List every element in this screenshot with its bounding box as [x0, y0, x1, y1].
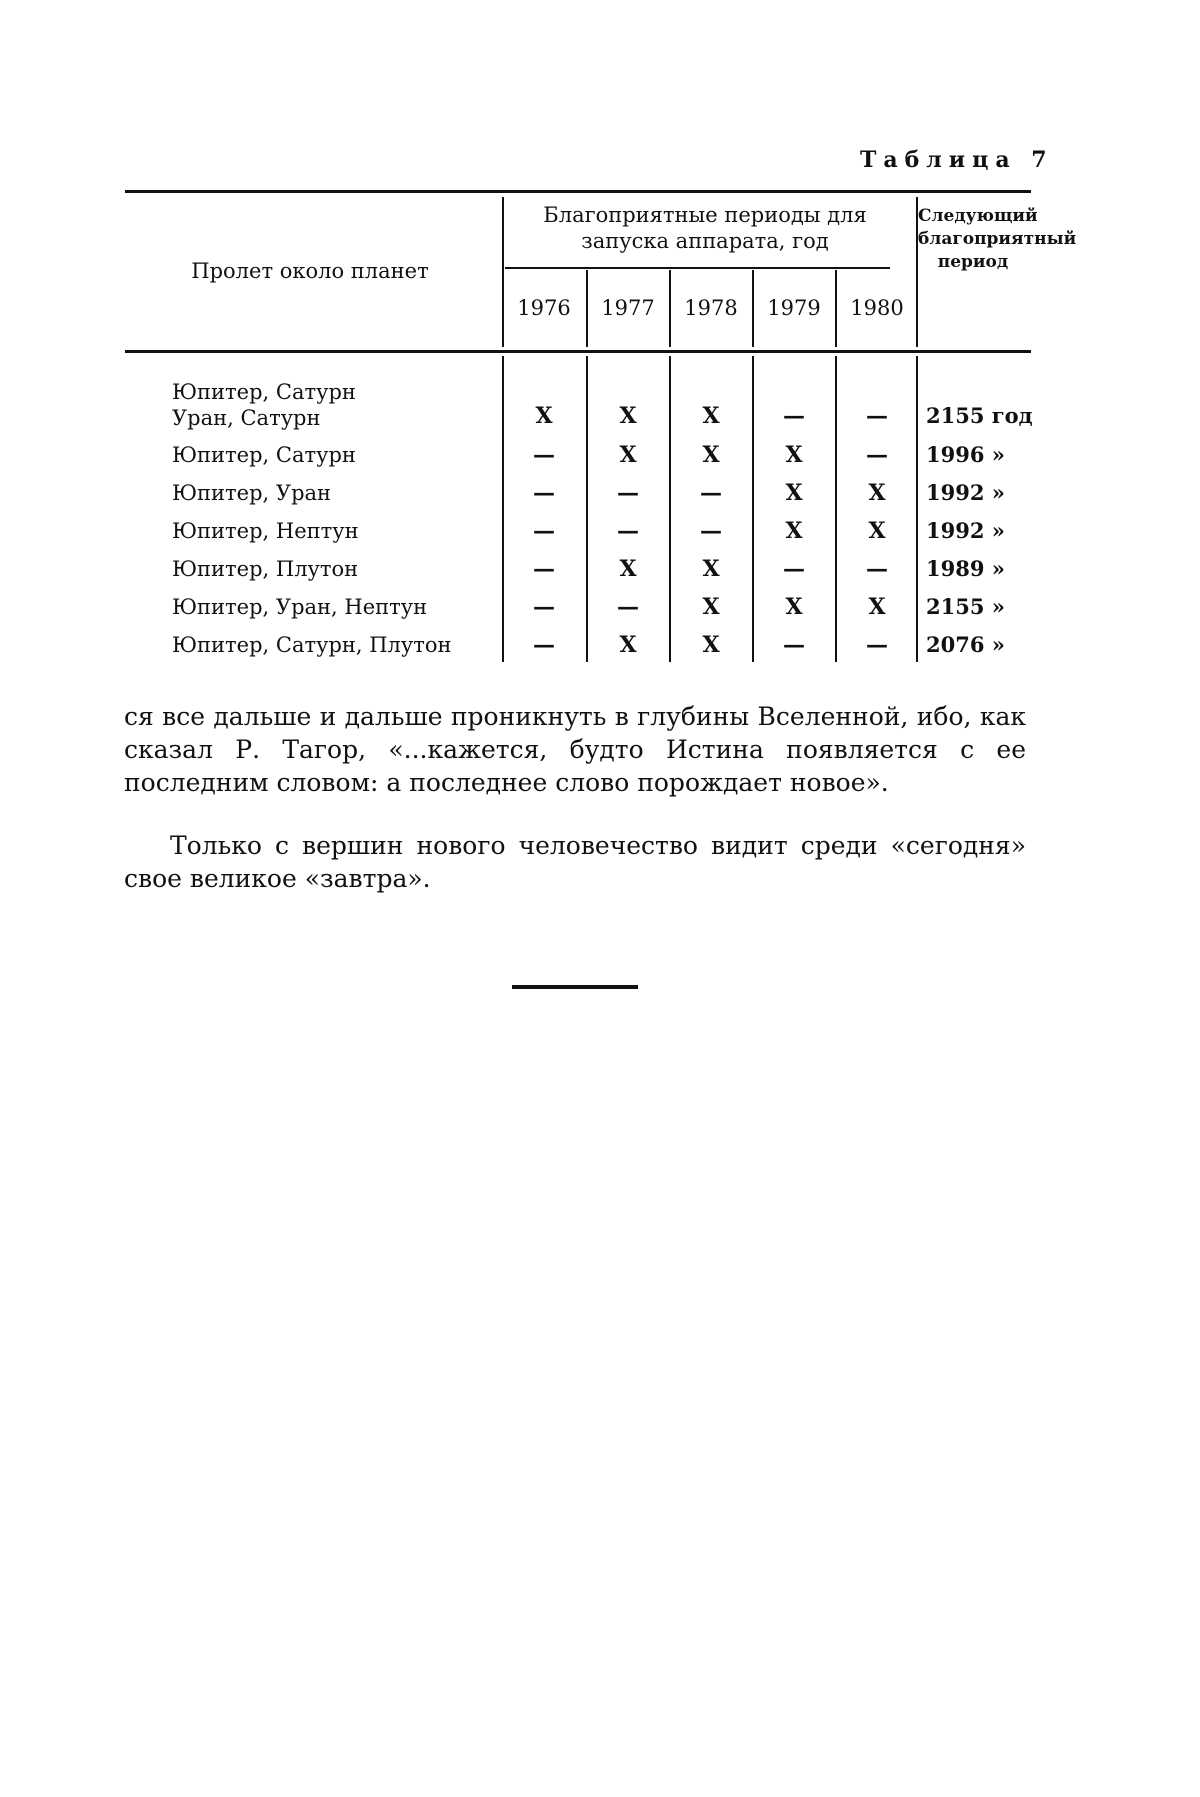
column-divider [502, 197, 504, 347]
row-label: Юпитер, Плутон [172, 557, 359, 581]
period-mark: — [533, 442, 555, 468]
year-header: 1976 [517, 296, 571, 320]
period-mark: X [868, 480, 886, 506]
period-mark: — [700, 480, 722, 506]
table-header-bottom-rule [125, 350, 1031, 353]
period-mark: — [783, 556, 805, 582]
row-label: Юпитер, Уран [172, 481, 332, 505]
period-mark: X [619, 556, 637, 582]
period-mark: — [617, 518, 639, 544]
period-mark: — [866, 442, 888, 468]
header-planets: Пролет около планет [191, 259, 429, 283]
row-label: Юпитер, Сатурн Уран, Сатурн [172, 380, 356, 430]
period-mark: X [868, 518, 886, 544]
year-header: 1979 [767, 296, 821, 320]
period-mark: — [617, 480, 639, 506]
row-label: Юпитер, Сатурн [172, 443, 356, 467]
next-period-value: 2155 » [926, 594, 1005, 619]
period-mark: — [783, 403, 805, 429]
next-period-value: 1996 » [926, 442, 1005, 467]
period-mark: X [535, 403, 553, 429]
period-mark: X [785, 594, 803, 620]
periods-subheader-rule [505, 267, 890, 269]
period-mark: — [533, 632, 555, 658]
year-header: 1977 [601, 296, 655, 320]
period-mark: X [619, 442, 637, 468]
period-mark: — [533, 594, 555, 620]
period-mark: X [785, 518, 803, 544]
next-period-value: 2155 год [926, 403, 1033, 428]
body-paragraph: ся все дальше и дальше проникнуть в глубины Вселенной, ибо, как сказал Р. Тагор, «...кажется, будто Истина появляется с ее последним словом: а последнее слово порождает новое». [124, 702, 1026, 797]
table-top-rule [125, 190, 1031, 193]
period-mark: X [785, 480, 803, 506]
period-mark: — [866, 556, 888, 582]
period-mark: X [868, 594, 886, 620]
row-label: Юпитер, Сатурн, Плутон [172, 633, 452, 657]
end-of-chapter-rule [512, 985, 638, 989]
period-mark: — [533, 556, 555, 582]
period-mark: X [702, 403, 720, 429]
table-caption: Таблица 7 [860, 147, 1054, 173]
next-period-value: 1992 » [926, 518, 1005, 543]
period-mark: X [702, 556, 720, 582]
year-header: 1980 [850, 296, 904, 320]
period-mark: — [700, 518, 722, 544]
period-mark: — [866, 403, 888, 429]
period-mark: X [619, 632, 637, 658]
period-mark: — [783, 632, 805, 658]
next-period-value: 1989 » [926, 556, 1005, 581]
period-mark: X [702, 442, 720, 468]
row-label: Юпитер, Нептун [172, 519, 359, 543]
period-mark: — [533, 518, 555, 544]
period-mark: — [617, 594, 639, 620]
period-mark: X [702, 594, 720, 620]
year-header: 1978 [684, 296, 738, 320]
next-period-value: 2076 » [926, 632, 1005, 657]
row-label: Юпитер, Уран, Нептун [172, 595, 428, 619]
header-periods: Благоприятные периоды для запуска аппарата, год [543, 203, 867, 253]
body-paragraph: Только с вершин нового человечество видит среди «сегодня» свое великое «завтра». [124, 831, 1026, 893]
period-mark: X [619, 403, 637, 429]
header-next-period: Следующий благоприятный период [918, 206, 1077, 272]
next-period-value: 1992 » [926, 480, 1005, 505]
period-mark: — [533, 480, 555, 506]
period-mark: X [702, 632, 720, 658]
period-mark: X [785, 442, 803, 468]
period-mark: — [866, 632, 888, 658]
